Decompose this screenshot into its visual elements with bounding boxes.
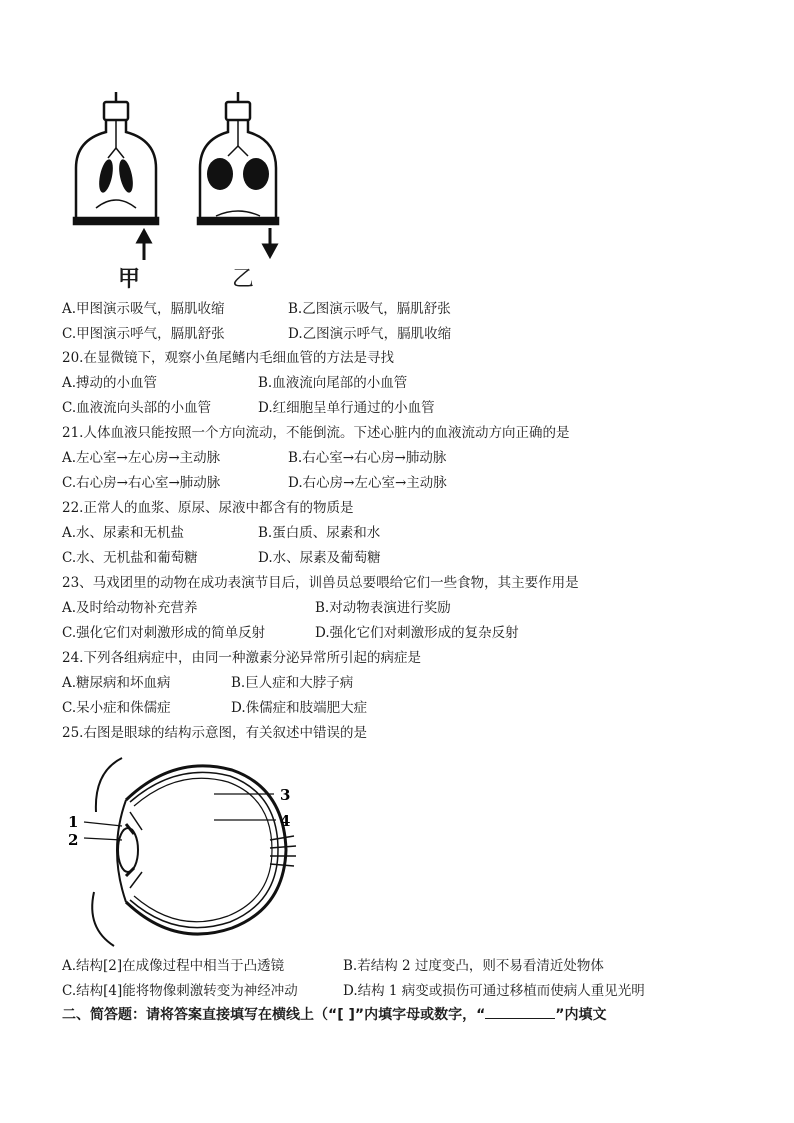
q25-option-a: A.结构[2]在成像过程中相当于凸透镜 — [62, 958, 285, 974]
q22-option-c: C.水、无机盐和葡萄糖 — [62, 550, 198, 566]
q23-stem: 23、马戏团里的动物在成功表演节目后，训兽员总要喂给它们一些食物，其主要作用是 — [62, 575, 579, 591]
q21-option-a: A.左心室→左心房→主动脉 — [62, 450, 221, 466]
eye-label-1: 1 — [68, 813, 79, 831]
q25-option-d: D.结构 1 病变或损伤可通过移植而使病人重见光明 — [343, 983, 645, 999]
q19-option-b: B.乙图演示吸气，膈肌舒张 — [288, 301, 451, 317]
q22-option-d: D.水、尿素及葡萄糖 — [258, 550, 381, 566]
q21-option-b: B.右心室→右心房→肺动脉 — [288, 450, 447, 466]
q24-option-d: D.侏儒症和肢端肥大症 — [231, 700, 368, 716]
q20-option-b: B.血液流向尾部的小血管 — [258, 375, 408, 391]
jar-label-right: 乙 — [232, 267, 255, 292]
q20-option-c: C.血液流向头部的小血管 — [62, 400, 212, 416]
q24-option-c: C.呆小症和侏儒症 — [62, 700, 171, 716]
answer-blank — [485, 1006, 555, 1019]
section2-heading — [62, 1006, 606, 1024]
q22-option-b: B.蛋白质、尿素和水 — [258, 525, 381, 541]
section2-suffix: ”内填文 — [555, 1007, 607, 1023]
q19-option-d: D.乙图演示呼气，膈肌收缩 — [288, 326, 452, 342]
eye-label-4: 4 — [280, 812, 291, 830]
arrow-down — [264, 228, 276, 256]
jar-right — [198, 92, 278, 224]
q23-option-b: B.对动物表演进行奖励 — [315, 600, 451, 616]
q21-stem: 21.人体血液只能按照一个方向流动，不能倒流。下述心脏内的血液流动方向正确的是 — [62, 425, 570, 441]
eye-label-3: 3 — [280, 786, 291, 804]
q20-option-d: D.红细胞呈单行通过的小血管 — [258, 400, 435, 416]
q20-option-a: A.搏动的小血管 — [62, 375, 158, 391]
q19-option-c: C.甲图演示呼气，膈肌舒张 — [62, 326, 225, 342]
q23-option-d: D.强化它们对刺激形成的复杂反射 — [315, 625, 519, 641]
q21-option-c: C.右心房→右心室→肺动脉 — [62, 475, 221, 491]
q25-option-b: B.若结构 2 过度变凸，则不易看清近处物体 — [343, 958, 604, 974]
q24-option-a: A.糖尿病和坏血病 — [62, 675, 171, 691]
jar-left — [74, 92, 158, 224]
lungs-left — [97, 158, 136, 194]
lungs-right — [207, 158, 269, 190]
section2-prefix: 二、简答题：请将答案直接填写在横线上（“[ ]”内填字母或数字，“ — [62, 1007, 486, 1023]
q19-option-a: A.甲图演示吸气，膈肌收缩 — [62, 301, 225, 317]
q23-option-c: C.强化它们对刺激形成的简单反射 — [62, 625, 266, 641]
q22-option-a: A.水、尿素和无机盐 — [62, 525, 185, 541]
q25-stem: 25.右图是眼球的结构示意图，有关叙述中错误的是 — [62, 725, 367, 741]
eye-label-2: 2 — [68, 831, 79, 849]
q23-option-a: A.及时给动物补充营养 — [62, 600, 198, 616]
q22-stem: 22.正常人的血浆、原尿、尿液中都含有的物质是 — [62, 500, 354, 516]
jar-label-left: 甲 — [118, 267, 141, 292]
q25-option-c: C.结构[4]能将物像刺激转变为神经冲动 — [62, 983, 298, 999]
q20-stem: 20.在显微镜下，观察小鱼尾鳍内毛细血管的方法是寻找 — [62, 350, 394, 366]
eye-diagram — [64, 752, 304, 948]
q24-option-b: B.巨人症和大脖子病 — [231, 675, 354, 691]
arrow-up — [138, 231, 150, 260]
q21-option-d: D.右心房→左心室→主动脉 — [288, 475, 447, 491]
bell-jar-figure — [66, 88, 306, 288]
q24-stem: 24.下列各组病症中，由同一种激素分泌异常所引起的病症是 — [62, 650, 421, 666]
